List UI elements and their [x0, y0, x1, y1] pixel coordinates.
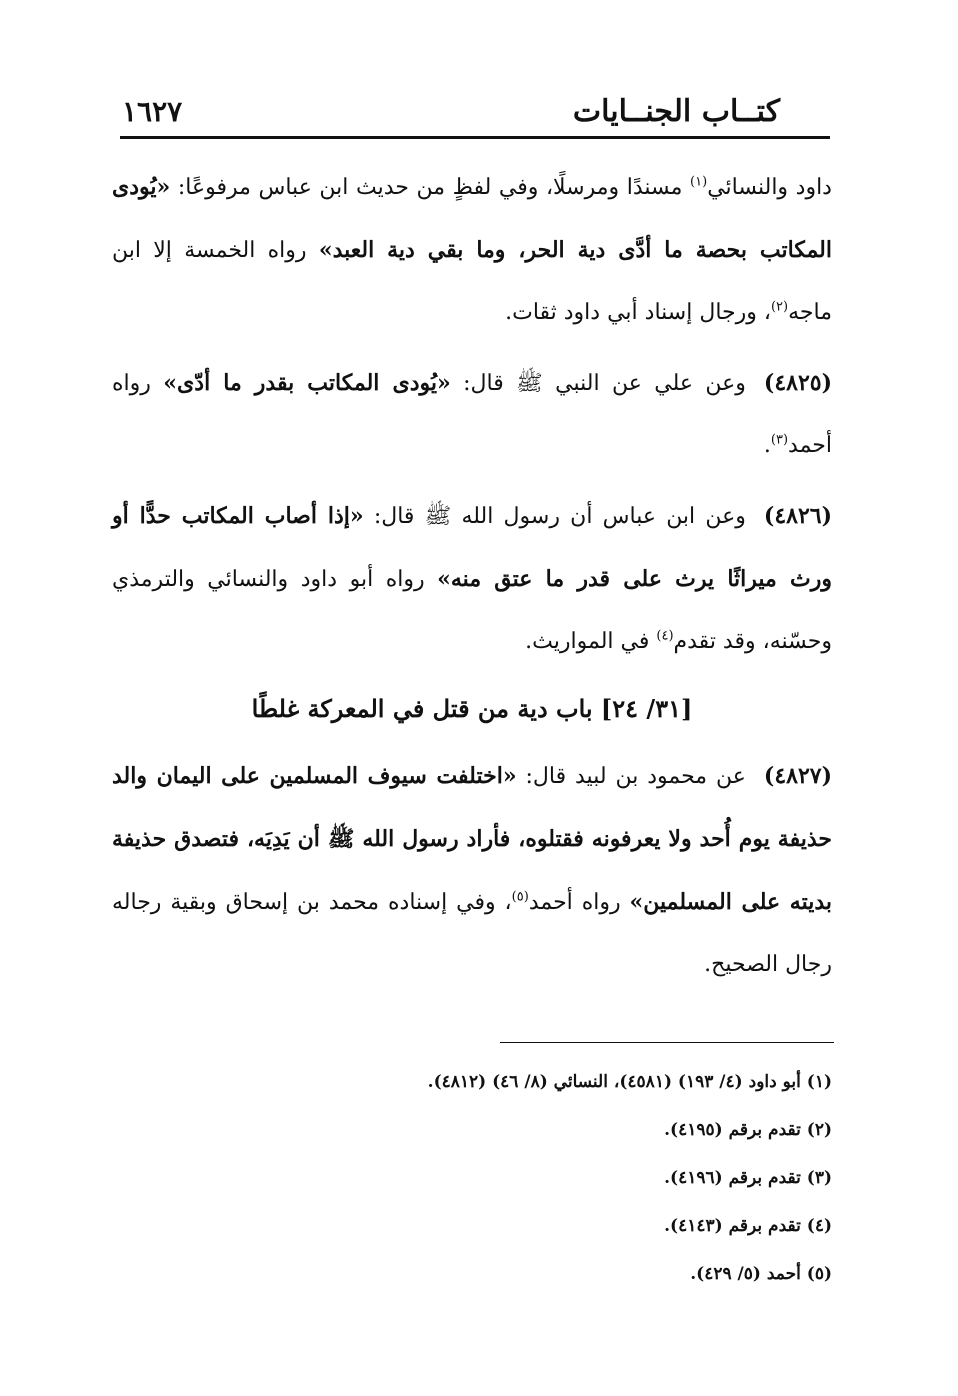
- hadith-quote: «يُودى المكاتب بحصة ما أدَّى دية الحر، وما بقي دية العبد»: [112, 174, 832, 263]
- text-run: رواه أحمد: [528, 890, 630, 915]
- hadith-number: (٤٨٢٦): [763, 503, 832, 529]
- footnote-ref: (٤): [656, 628, 674, 644]
- hadith-quote: «إذا أصاب المكاتب حدًّا أو ورث ميراثًا يرث على قدر ما عتق منه»: [112, 503, 832, 592]
- text-run: وعن علي عن النبي ﷺ قال:: [450, 371, 746, 396]
- text-run: ، وفي إسناده محمد بن إسحاق وبقية رجاله رجال الصحيح.: [112, 890, 832, 977]
- text-run: مسندًا ومرسلًا، وفي لفظٍ من حديث ابن عباس مرفوعًا:: [170, 175, 691, 200]
- footnote-ref: (١): [690, 174, 708, 190]
- footnote-3: (٣) تقدم برقم (٤١٩٦).: [664, 1168, 832, 1188]
- paragraph-continuation: [112, 156, 832, 344]
- text-run: عن محمود بن لبيد قال:: [516, 764, 746, 789]
- hadith-4826: [112, 485, 832, 673]
- hadith-quote: «يُودى المكاتب بقدر ما أدّى»: [163, 370, 451, 396]
- section-heading: [٣١/ ٢٤] باب دية من قتل في المعركة غلطًا: [251, 694, 693, 723]
- footnote-5: (٥) أحمد (٥/ ٤٢٩).: [690, 1264, 832, 1284]
- text-run: .: [763, 433, 771, 458]
- text-run: رواه الخمسة إلا ابن ماجه: [112, 238, 832, 325]
- footnote-ref: (٢): [770, 299, 789, 315]
- hadith-4827: [112, 745, 832, 996]
- footnote-ref: (٥): [511, 889, 529, 905]
- footnote-1: (١) أبو داود (٤/ ١٩٣) (٤٥٨١)، النسائي (٨/ ٤٦) (٤٨١٢).: [427, 1072, 832, 1092]
- footnote-separator: [500, 1042, 834, 1043]
- hadith-quote: «اختلفت سيوف المسلمين على اليمان والد حذيفة يوم أُحد ولا يعرفونه فقتلوه، فأراد رسول الله ﷺ أن يَدِيَه، فتصدق حذيفة بديته على المسلمين»: [112, 763, 833, 915]
- text-run: وعن ابن عباس أن رسول الله ﷺ قال:: [363, 504, 746, 529]
- text-run: رواه أحمد: [112, 371, 832, 458]
- text-run: رواه أبو داود والنسائي والترمذي وحسّنه، وقد تقدم: [112, 567, 832, 654]
- text-run: في المواريث.: [525, 629, 657, 654]
- page-number: ١٦٢٧: [122, 95, 183, 128]
- body-text: [112, 156, 832, 1004]
- hadith-number: (٤٨٢٥): [763, 370, 832, 396]
- hadith-4825: [112, 352, 832, 477]
- header-title: كتــاب الجنــايات: [572, 94, 780, 129]
- footnotes: [232, 1058, 832, 1298]
- footnote-4: (٤) تقدم برقم (٤١٤٣).: [664, 1216, 832, 1236]
- text-run: داود والنسائي: [707, 175, 832, 200]
- text-run: ، ورجال إسناد أبي داود ثقات.: [505, 300, 771, 325]
- hadith-number: (٤٨٢٧): [763, 763, 832, 789]
- footnote-ref: (٣): [770, 432, 789, 448]
- footnote-2: (٢) تقدم برقم (٤١٩٥).: [664, 1120, 832, 1140]
- running-header: [120, 92, 830, 139]
